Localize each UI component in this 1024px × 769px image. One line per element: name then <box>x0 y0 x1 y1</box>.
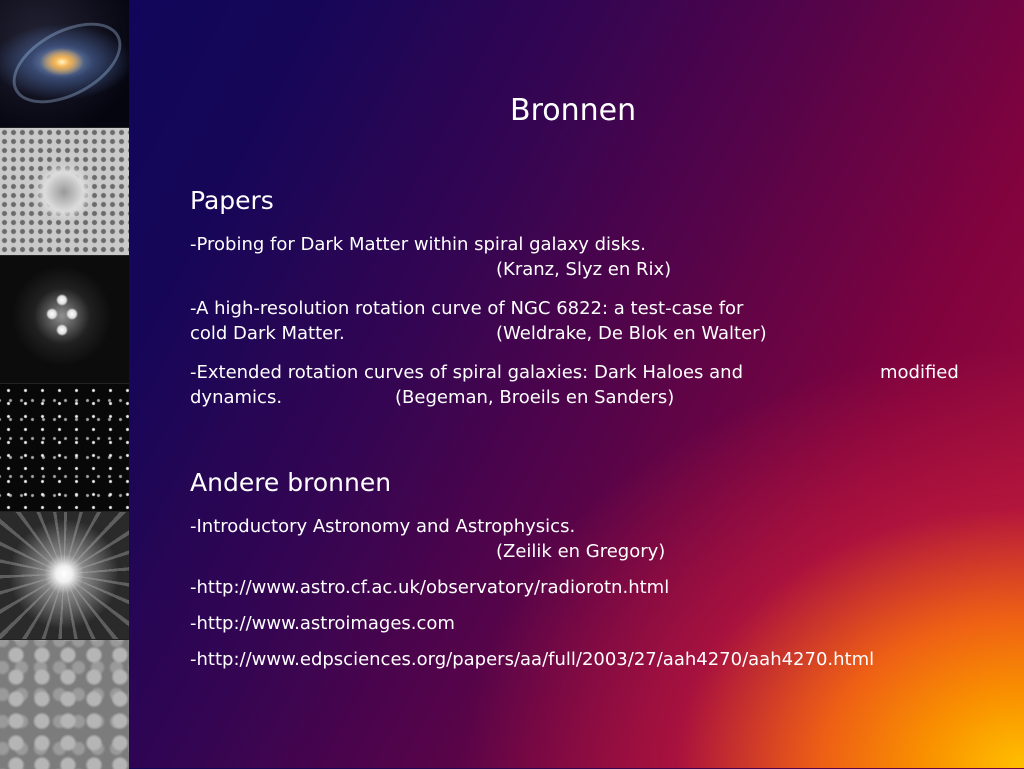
cloud-texture-image <box>0 639 129 769</box>
paper-title-line-2 <box>190 321 980 346</box>
star-cluster-image <box>0 255 129 384</box>
source-link[interactable] <box>190 611 980 636</box>
paper-title-end: modified <box>880 362 959 383</box>
source-citation-line <box>190 539 980 564</box>
deep-field-image <box>0 383 129 512</box>
source-title: -Introductory Astronomy and Astrophysics. <box>190 516 576 537</box>
paper-citation: (Begeman, Broeils en Sanders) <box>395 387 675 408</box>
source-link[interactable] <box>190 575 980 600</box>
paper-citation-line <box>190 257 980 282</box>
paper-entry <box>190 296 980 346</box>
paper-title: -A high-resolution rotation curve of NGC 6822: a test-case for <box>190 298 744 319</box>
paper-title-line <box>190 232 980 257</box>
slide-content <box>190 0 990 768</box>
paper-title-line <box>190 296 980 321</box>
paper-title-continued: dynamics. <box>190 387 283 408</box>
paper-citation: (Weldrake, De Blok en Walter) <box>496 323 767 344</box>
paper-title-line <box>190 360 980 385</box>
other-sources-heading: Andere bronnen <box>190 468 392 497</box>
source-link[interactable] <box>190 647 980 672</box>
source-link-text[interactable]: -http://www.astroimages.com <box>190 613 455 634</box>
spiral-galaxy-image <box>0 0 129 127</box>
paper-title-continued: cold Dark Matter. <box>190 323 345 344</box>
paper-entry <box>190 232 980 282</box>
source-entry <box>190 514 980 564</box>
papers-heading: Papers <box>190 186 274 215</box>
source-title-line <box>190 514 980 539</box>
paper-citation: (Kranz, Slyz en Rix) <box>496 259 672 280</box>
starburst-image <box>0 511 129 640</box>
paper-entry <box>190 360 980 410</box>
paper-title: -Probing for Dark Matter within spiral galaxy disks. <box>190 234 646 255</box>
source-link-text[interactable]: -http://www.edpsciences.org/papers/aa/full/2003/27/aah4270/aah4270.html <box>190 649 875 670</box>
source-link-text[interactable]: -http://www.astro.cf.ac.uk/observatory/radiorotn.html <box>190 577 670 598</box>
source-citation: (Zeilik en Gregory) <box>496 541 666 562</box>
image-strip <box>0 0 129 768</box>
paper-title-line-2 <box>190 385 980 410</box>
moire-pattern-image <box>0 127 129 256</box>
paper-title: -Extended rotation curves of spiral galaxies: Dark Haloes and <box>190 362 744 383</box>
slide-title: Bronnen <box>510 93 637 128</box>
